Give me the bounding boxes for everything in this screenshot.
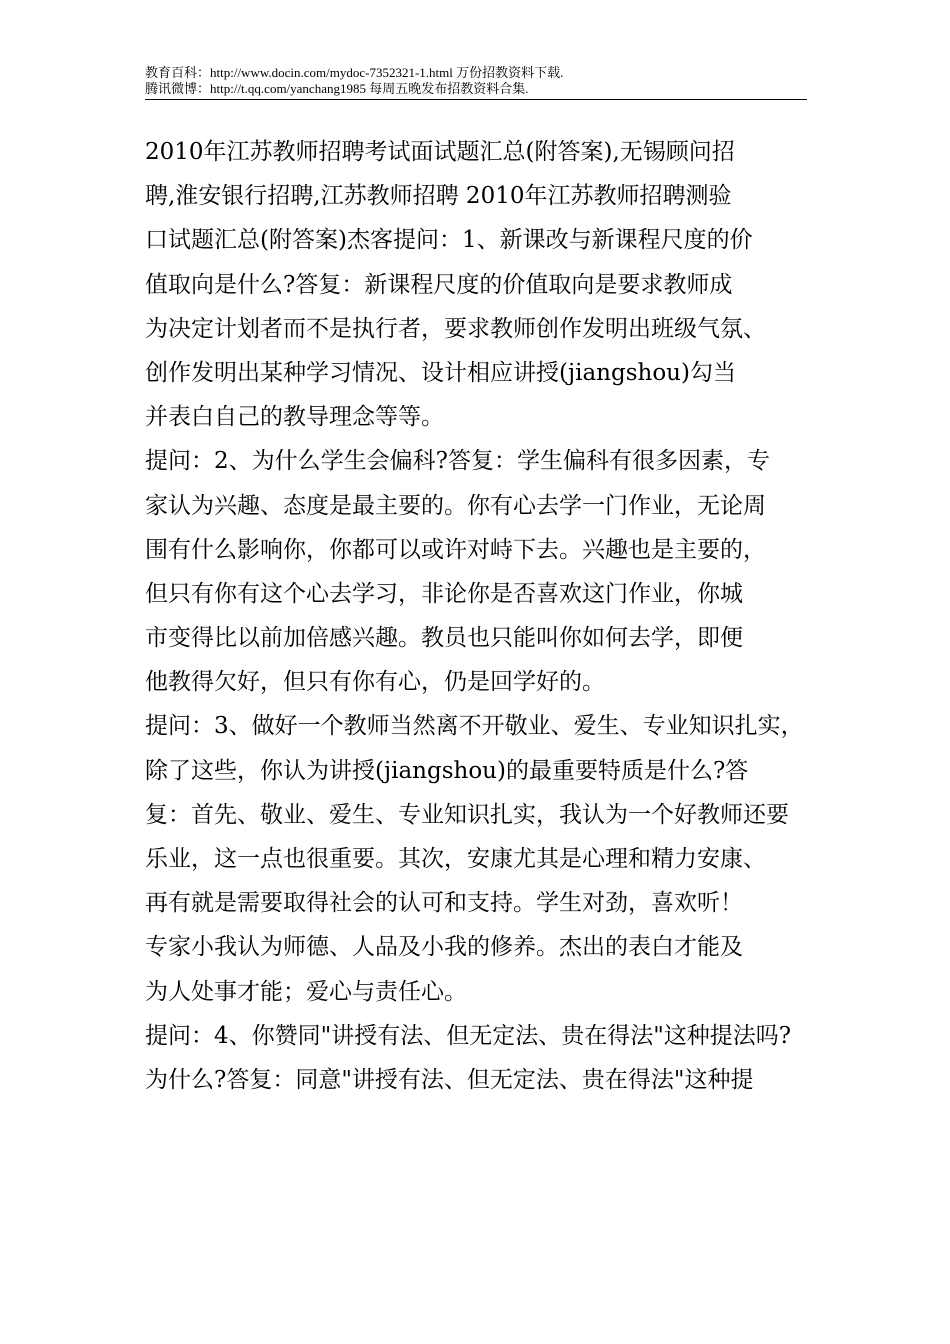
header-line-2: 腾讯微博：http://t.qq.com/yanchang1985 每周五晚发布招教资料合集.	[145, 81, 529, 96]
body-line: 并表白自己的教导理念等等。	[145, 404, 444, 431]
body-line: 提问：4、你赞同"讲授有法、但无定法、贵在得法"这种提法吗?	[145, 1022, 792, 1049]
body-line: 值取向是什么?答复：新课程尺度的价值取向是要求教师成	[145, 271, 733, 298]
body-line: 为什么?答复：同意"讲授有法、但无定法、贵在得法"这种提	[145, 1066, 754, 1093]
body-line: 专家小我认为师德、人品及小我的修养。杰出的表白才能及	[145, 934, 743, 961]
body-line: 创作发明出某种学习情况、设计相应讲授(jiangshou)勾当	[145, 359, 736, 386]
header-line-1: 教育百科：http://www.docin.com/mydoc-7352321-1.html 万份招教资料下载.	[145, 65, 564, 80]
body-line: 聘,淮安银行招聘,江苏教师招聘 2010年江苏教师招聘测验	[145, 183, 732, 210]
body-line: 2010年江苏教师招聘考试面试题汇总(附答案),无锡顾问招	[145, 139, 735, 165]
body-line: 提问：2、为什么学生会偏科?答复：学生偏科有很多因素，专	[145, 448, 770, 475]
body-line: 家认为兴趣、态度是最主要的。你有心去学一门作业，无论周	[145, 492, 766, 519]
body-line: 但只有你有这个心去学习，非论你是否喜欢这门作业，你城	[145, 580, 743, 607]
page-header	[145, 65, 807, 100]
body-line: 他教得欠好，但只有你有心，仍是回学好的。	[145, 669, 605, 696]
body-line: 为人处事才能；爱心与责任心。	[145, 978, 467, 1005]
body-line: 围有什么影响你，你都可以或许对峙下去。兴趣也是主要的，	[145, 536, 766, 563]
header-divider	[145, 99, 807, 100]
body-line: 为决定计划者而不是执行者，要求教师创作发明出班级气氛、	[145, 315, 766, 342]
body-line: 复：首先、敬业、爱生、专业知识扎实，我认为一个好教师还要	[145, 801, 789, 828]
body-line: 市变得比以前加倍感兴趣。教员也只能叫你如何去学，即便	[145, 625, 743, 652]
body-line: 乐业，这一点也很重要。其次，安康尤其是心理和精力安康、	[145, 846, 766, 872]
body-line: 口试题汇总(附答案)杰客提问：1、新课改与新课程尺度的价	[145, 227, 753, 254]
document-body	[145, 130, 807, 1102]
body-line: 再有就是需要取得社会的认可和支持。学生对劲，喜欢听！	[145, 890, 743, 917]
body-line: 提问：3、做好一个教师当然离不开敬业、爱生、专业知识扎实，	[145, 713, 804, 740]
body-line: 除了这些，你认为讲授(jiangshou)的最重要特质是什么?答	[145, 757, 749, 784]
